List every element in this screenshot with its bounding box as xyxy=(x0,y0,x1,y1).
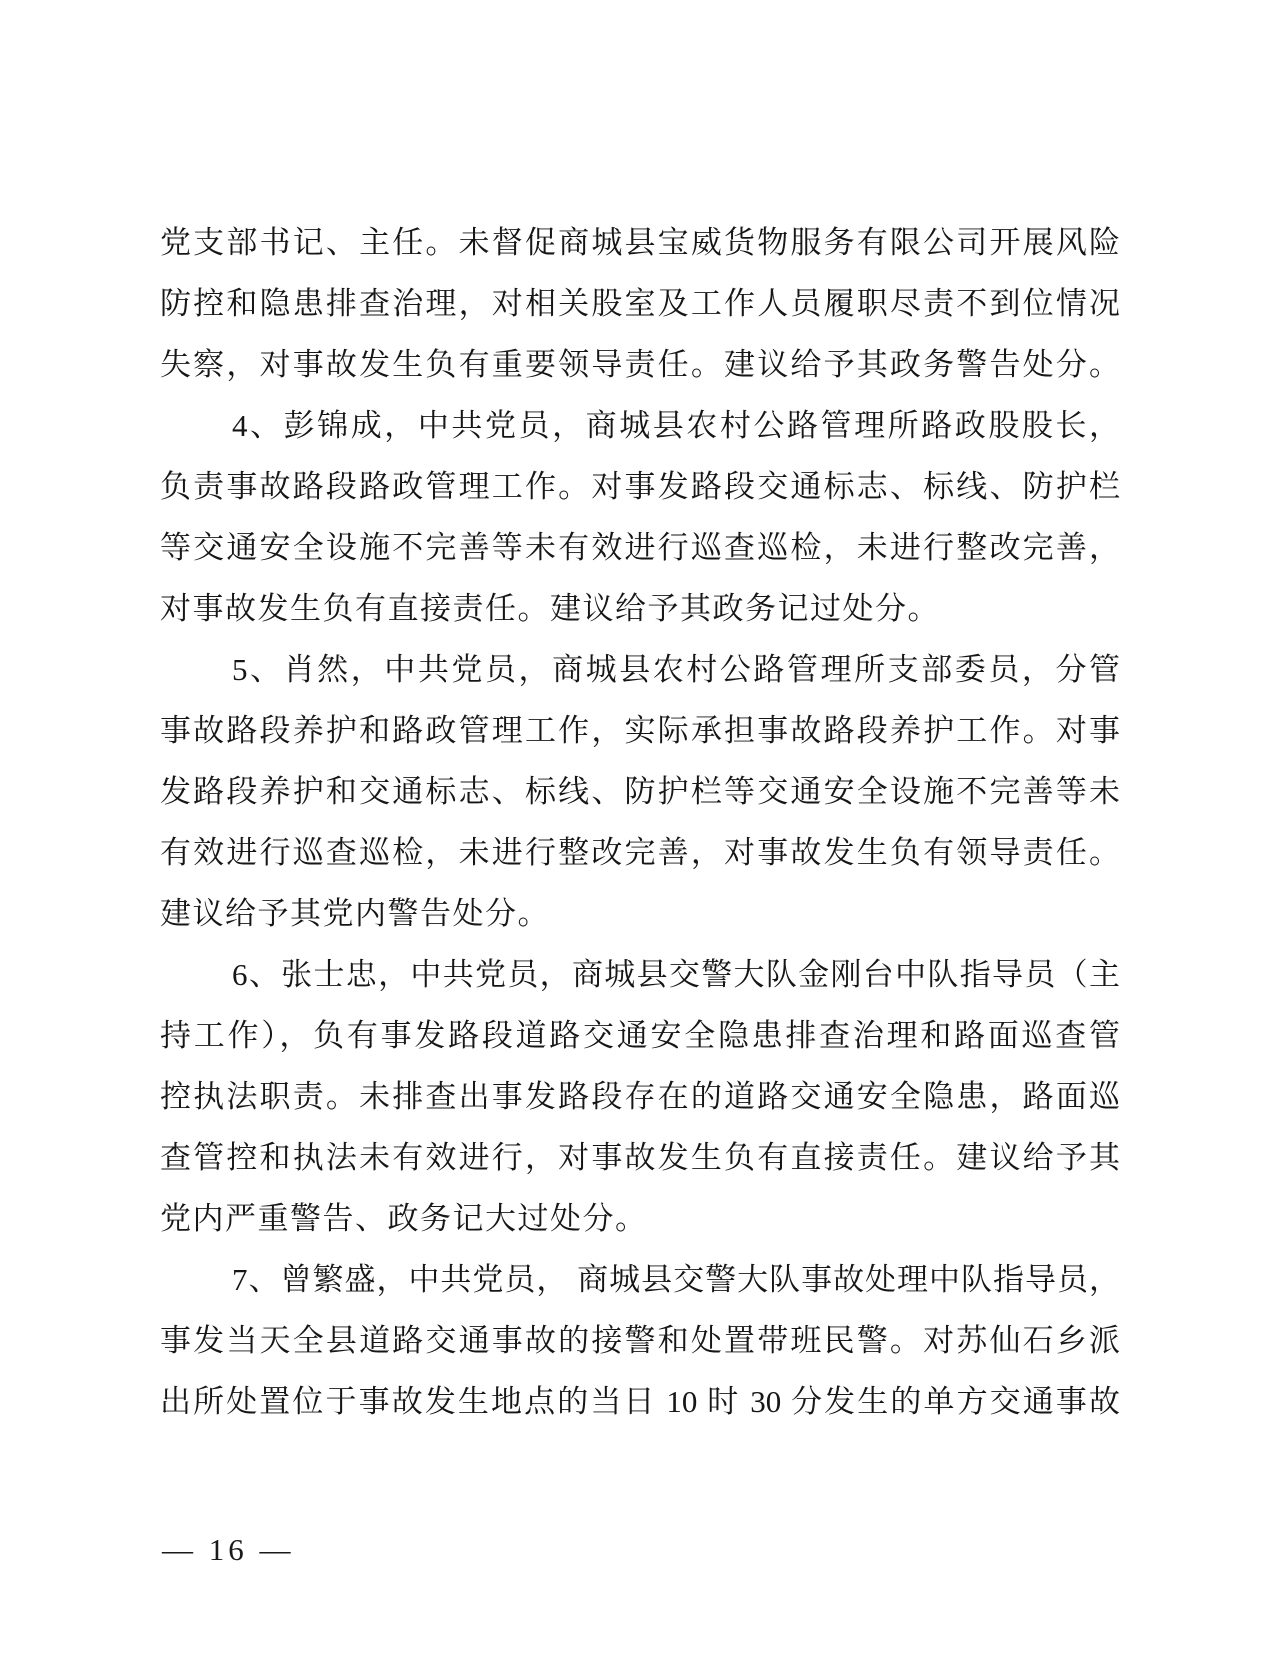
text-line: 对事故发生负有直接责任。建议给予其政务记过处分。 xyxy=(160,591,940,626)
text-line: 发路段养护和交通标志、标线、防护栏等交通安全设施不完善等未 xyxy=(160,774,1120,809)
text-line: 查管控和执法未有效进行，对事故发生负有直接责任。建议给予其 xyxy=(160,1140,1120,1175)
text-line: 事故路段养护和路政管理工作，实际承担事故路段养护工作。对事 xyxy=(160,713,1120,748)
text-line: 7、曾繁盛，中共党员， 商城县交警大队事故处理中队指导员， xyxy=(232,1262,1120,1297)
document-body xyxy=(160,212,1120,1432)
text-line: 负责事故路段路政管理工作。对事发路段交通标志、标线、防护栏 xyxy=(160,469,1120,504)
text-line: 控执法职责。未排查出事发路段存在的道路交通安全隐患，路面巡 xyxy=(160,1079,1120,1114)
page-number: — 16 — xyxy=(162,1532,295,1567)
text-line: 有效进行巡查巡检，未进行整改完善，对事故发生负有领导责任。 xyxy=(160,835,1120,870)
text-line: 党支部书记、主任。未督促商城县宝威货物服务有限公司开展风险 xyxy=(160,225,1120,260)
text-line: 6、张士忠，中共党员，商城县交警大队金刚台中队指导员（主 xyxy=(232,957,1120,992)
text-line: 4、彭锦成，中共党员，商城县农村公路管理所路政股股长， xyxy=(232,408,1120,443)
text-line: 出所处置位于事故发生地点的当日 10 时 30 分发生的单方交通事故 xyxy=(160,1384,1120,1419)
text-line: 事发当天全县道路交通事故的接警和处置带班民警。对苏仙石乡派 xyxy=(160,1323,1120,1358)
text-line: 党内严重警告、政务记大过处分。 xyxy=(160,1201,648,1236)
text-line: 等交通安全设施不完善等未有效进行巡查巡检，未进行整改完善， xyxy=(160,530,1120,565)
text-line: 5、肖然，中共党员，商城县农村公路管理所支部委员，分管 xyxy=(232,652,1120,687)
text-line: 持工作），负有事发路段道路交通安全隐患排查治理和路面巡查管 xyxy=(160,1018,1120,1053)
text-line: 防控和隐患排查治理，对相关股室及工作人员履职尽责不到位情况 xyxy=(160,286,1120,321)
text-line: 失察，对事故发生负有重要领导责任。建议给予其政务警告处分。 xyxy=(160,347,1120,382)
text-line: 建议给予其党内警告处分。 xyxy=(160,896,550,931)
